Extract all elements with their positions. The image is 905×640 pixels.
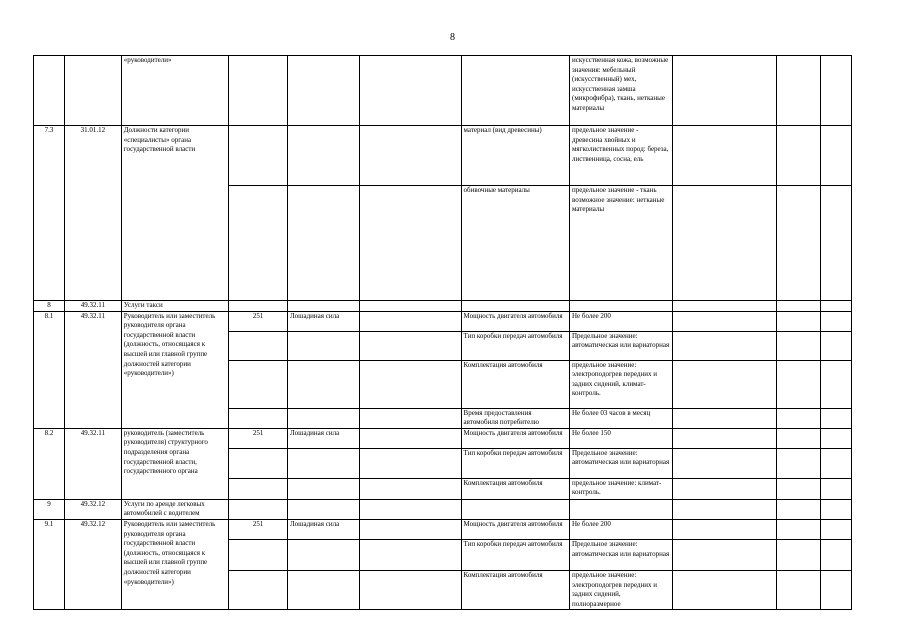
cell-characteristic: обивочные материалы [461,186,569,301]
cell-empty [776,186,820,301]
cell-okei-code [229,448,288,478]
cell-characteristic [461,499,569,519]
cell-empty [820,126,851,186]
cell-empty [820,478,851,499]
cell-empty [673,499,776,519]
cell-empty [360,360,461,408]
cell-okei-code [229,126,288,186]
cell-unit-name [288,360,360,408]
cell-empty [776,519,820,539]
cell-position-category: Услуги по аренде легковых автомобилей с водителем [121,499,228,519]
cell-okei-code: 251 [229,519,288,539]
table-row [34,428,852,448]
cell-empty [360,311,461,331]
cell-empty [820,448,851,478]
cell-position-category: Должности категории «специалисты» органа государственной власти [121,126,228,301]
table-row [34,519,852,539]
table-row [34,311,852,331]
cell-empty [673,478,776,499]
cell-characteristic: Комплектация автомобиля [461,360,569,408]
cell-characteristic: Мощность двигателя автомобиля [461,311,569,331]
cell-empty [820,408,851,428]
cell-empty [673,301,776,312]
cell-empty [820,519,851,539]
cell-empty [820,539,851,570]
cell-number: 8.1 [34,311,65,428]
cell-number: 9.1 [34,519,65,609]
cell-okei-code: 251 [229,428,288,448]
cell-value: Предельное значение: автоматическая или вариаторная [569,539,672,570]
cell-empty [360,428,461,448]
cell-empty [776,311,820,331]
cell-position-category: Руководитель или заместитель руководителя органа государственной власти (должность, относящаяся к высшей или главной группе должностей категории «руководители») [121,519,228,609]
cell-unit-name [288,499,360,519]
cell-number: 9 [34,499,65,519]
cell-empty [820,360,851,408]
cell-empty [776,428,820,448]
cell-okpd-code: 31.01.12 [64,126,121,301]
cell-okpd-code: 49.32.12 [64,519,121,609]
cell-characteristic: материал (вид древесины) [461,126,569,186]
cell-characteristic [461,301,569,312]
cell-empty [776,56,820,126]
cell-unit-name: Лошадиная сила [288,311,360,331]
cell-empty [360,126,461,186]
cell-unit-name [288,478,360,499]
cell-empty [673,539,776,570]
cell-empty [673,186,776,301]
cell-value: Не более 03 часов в месяц [569,408,672,428]
cell-characteristic: Комплектация автомобиля [461,478,569,499]
cell-empty [820,301,851,312]
cell-okei-code [229,478,288,499]
cell-value: Предельное значение: автоматическая или вариаторная [569,448,672,478]
cell-characteristic: Тип коробки передач автомобиля [461,331,569,360]
cell-empty [360,301,461,312]
page-number: 8 [450,32,455,43]
cell-unit-name [288,408,360,428]
cell-okpd-code: 49.32.12 [64,499,121,519]
cell-unit-name [288,56,360,126]
table-row [34,301,852,312]
cell-okpd-code: 49.32.11 [64,428,121,499]
cell-empty [360,519,461,539]
table-row [34,499,852,519]
cell-value: предельное значение: электроподогрев передних и задних сидений, климат-контроль. [569,360,672,408]
cell-empty [360,186,461,301]
cell-value: искусственная кожа, возможные значения: мебельный (искусственный) мех, искусственная замша (микрофибра), ткань, нетканые материалы [569,56,672,126]
cell-okei-code [229,186,288,301]
cell-value: Предельное значение: автоматическая или вариаторная [569,331,672,360]
cell-empty [360,499,461,519]
cell-value: Не более 150 [569,428,672,448]
cell-empty [776,360,820,408]
cell-empty [360,408,461,428]
cell-okei-code [229,331,288,360]
cell-empty [820,56,851,126]
cell-number: 8.2 [34,428,65,499]
cell-empty [776,570,820,609]
cell-okei-code: 251 [229,311,288,331]
cell-okei-code [229,539,288,570]
cell-okei-code [229,408,288,428]
cell-value: Не более 200 [569,519,672,539]
cell-empty [360,570,461,609]
cell-value [569,301,672,312]
cell-okpd-code: 49.32.11 [64,301,121,312]
cell-empty [776,331,820,360]
cell-empty [360,56,461,126]
cell-okei-code [229,499,288,519]
cell-empty [360,331,461,360]
requirements-table [33,55,852,610]
cell-empty [360,539,461,570]
cell-unit-name [288,331,360,360]
table-row [34,56,852,126]
cell-empty [776,408,820,428]
cell-empty [673,519,776,539]
cell-unit-name [288,186,360,301]
cell-empty [673,408,776,428]
cell-empty [673,360,776,408]
cell-value: предельное значение: электроподогрев передних и задних сидений, полноразмерное [569,570,672,609]
cell-empty [820,186,851,301]
cell-empty [776,478,820,499]
cell-empty [673,570,776,609]
cell-empty [673,56,776,126]
cell-empty [776,301,820,312]
cell-characteristic: Мощность двигателя автомобиля [461,428,569,448]
cell-value: Не более 200 [569,311,672,331]
cell-empty [820,570,851,609]
table-row [34,126,852,186]
cell-empty [673,428,776,448]
cell-empty [360,478,461,499]
cell-value: предельное значение - древесина хвойных и мягколиственных пород: береза, лиственница, сосна, ель [569,126,672,186]
cell-number [34,56,65,126]
cell-okei-code [229,301,288,312]
cell-value: предельное значение: климат-контроль. [569,478,672,499]
cell-position-category: «руководители» [121,56,228,126]
cell-position-category: руководитель (заместитель руководителя) структурного подразделения органа государственной власти, государственного органа [121,428,228,499]
cell-unit-name: Лошадиная сила [288,519,360,539]
cell-unit-name [288,448,360,478]
cell-value: предельное значение - ткань возможное значение: нетканые материалы [569,186,672,301]
cell-unit-name: Лошадиная сила [288,428,360,448]
cell-characteristic: Тип коробки передач автомобиля [461,539,569,570]
cell-value [569,499,672,519]
cell-empty [673,311,776,331]
cell-characteristic [461,56,569,126]
cell-empty [820,499,851,519]
cell-characteristic: Комплектация автомобиля [461,570,569,609]
cell-empty [776,539,820,570]
cell-unit-name [288,570,360,609]
cell-empty [776,126,820,186]
cell-empty [820,331,851,360]
cell-empty [673,448,776,478]
cell-empty [820,311,851,331]
cell-number: 8 [34,301,65,312]
cell-empty [776,499,820,519]
cell-okei-code [229,360,288,408]
cell-empty [360,448,461,478]
cell-characteristic: Тип коробки передач автомобиля [461,448,569,478]
cell-empty [776,448,820,478]
cell-position-category: Руководитель или заместитель руководителя органа государственной власти (должность, относящаяся к высшей или главной группе должностей категории «руководители») [121,311,228,428]
cell-unit-name [288,126,360,186]
cell-okpd-code [64,56,121,126]
cell-unit-name [288,539,360,570]
cell-empty [673,126,776,186]
cell-position-category: Услуги такси [121,301,228,312]
cell-okei-code [229,570,288,609]
cell-characteristic: Мощность двигателя автомобиля [461,519,569,539]
cell-okei-code [229,56,288,126]
cell-unit-name [288,301,360,312]
cell-okpd-code: 49.32.11 [64,311,121,428]
cell-characteristic: Время предоставления автомобиля потребителю [461,408,569,428]
cell-number: 7.3 [34,126,65,301]
cell-empty [820,428,851,448]
cell-empty [673,331,776,360]
